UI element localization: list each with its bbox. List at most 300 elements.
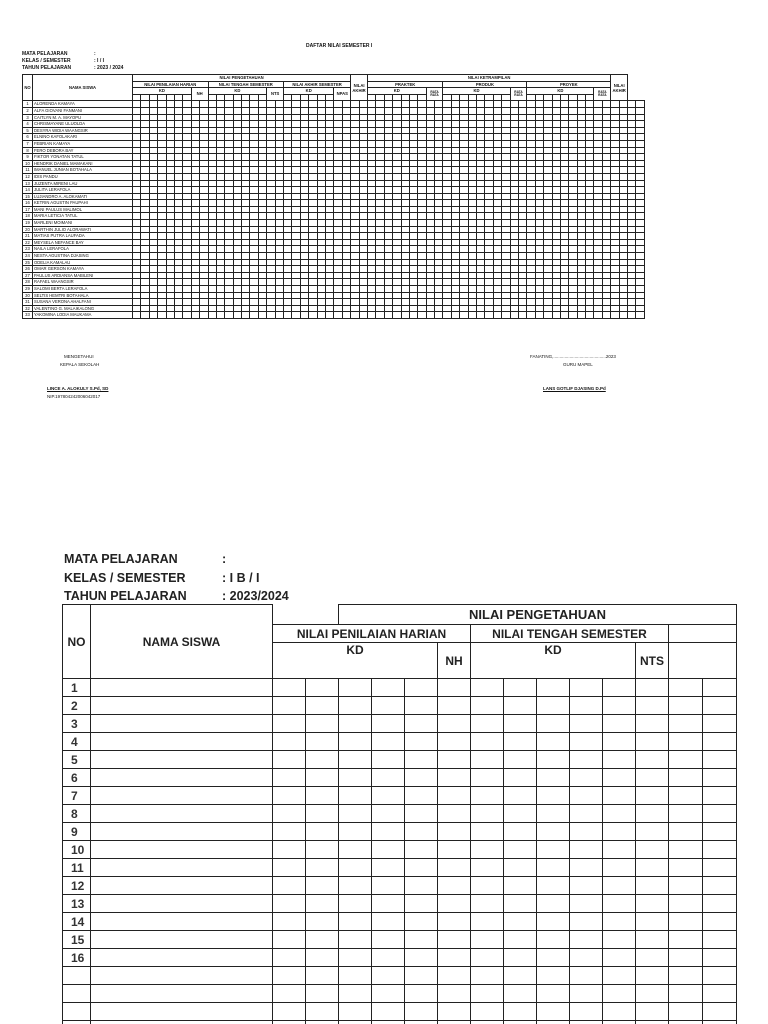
grade-cell[interactable] [200, 167, 208, 174]
grade-cell[interactable] [273, 1003, 306, 1021]
grade-cell[interactable] [435, 246, 443, 253]
grade-cell[interactable] [493, 107, 501, 114]
grade-cell[interactable] [602, 160, 610, 167]
grade-cell[interactable] [359, 147, 367, 154]
student-name[interactable] [91, 949, 273, 967]
grade-cell[interactable] [471, 949, 504, 967]
grade-cell[interactable] [351, 213, 359, 220]
grade-cell[interactable] [208, 147, 216, 154]
grade-cell[interactable] [468, 114, 476, 121]
grade-cell[interactable] [149, 121, 157, 128]
grade-cell[interactable] [504, 877, 537, 895]
grade-cell[interactable] [275, 193, 283, 200]
grade-cell[interactable] [544, 121, 552, 128]
grade-cell[interactable] [183, 253, 191, 260]
grade-cell[interactable] [342, 160, 350, 167]
grade-cell[interactable] [242, 193, 250, 200]
grade-cell[interactable] [527, 160, 535, 167]
grade-cell[interactable] [602, 305, 610, 312]
grade-cell[interactable] [628, 114, 636, 121]
grade-cell[interactable] [351, 180, 359, 187]
grade-cell[interactable] [158, 213, 166, 220]
grade-cell[interactable] [300, 246, 308, 253]
grade-cell[interactable] [334, 299, 342, 306]
grade-cell[interactable] [133, 253, 141, 260]
grade-cell[interactable] [166, 226, 174, 233]
grade-cell[interactable] [552, 173, 560, 180]
grade-cell[interactable] [401, 127, 409, 134]
grade-cell[interactable] [409, 213, 417, 220]
grade-cell[interactable] [418, 140, 426, 147]
grade-cell[interactable] [351, 206, 359, 213]
grade-cell[interactable] [451, 292, 459, 299]
grade-cell[interactable] [284, 121, 292, 128]
grade-cell[interactable] [309, 160, 317, 167]
grade-cell[interactable] [619, 220, 627, 227]
grade-cell[interactable] [191, 193, 199, 200]
grade-cell[interactable] [367, 121, 375, 128]
grade-cell[interactable] [409, 107, 417, 114]
grade-cell[interactable] [535, 187, 543, 194]
grade-cell[interactable] [502, 127, 510, 134]
grade-cell[interactable] [225, 114, 233, 121]
grade-cell[interactable] [275, 154, 283, 161]
grade-cell[interactable] [284, 279, 292, 286]
grade-cell[interactable] [518, 160, 526, 167]
grade-cell[interactable] [518, 299, 526, 306]
grade-cell[interactable] [435, 187, 443, 194]
grade-cell[interactable] [242, 233, 250, 240]
grade-cell[interactable] [426, 220, 434, 227]
grade-cell[interactable] [393, 312, 401, 319]
grade-cell[interactable] [619, 259, 627, 266]
student-name[interactable] [91, 769, 273, 787]
grade-cell[interactable] [334, 187, 342, 194]
grade-cell[interactable] [250, 259, 258, 266]
grade-cell[interactable] [485, 253, 493, 260]
grade-cell[interactable] [208, 114, 216, 121]
grade-cell[interactable] [393, 121, 401, 128]
grade-cell[interactable] [426, 107, 434, 114]
grade-cell[interactable] [284, 226, 292, 233]
grade-cell[interactable] [242, 206, 250, 213]
grade-cell[interactable] [275, 180, 283, 187]
grade-cell[interactable] [577, 193, 585, 200]
grade-cell[interactable] [317, 134, 325, 141]
grade-cell[interactable] [292, 305, 300, 312]
grade-cell[interactable] [325, 140, 333, 147]
grade-cell[interactable] [544, 101, 552, 108]
grade-cell[interactable] [560, 233, 568, 240]
grade-cell[interactable] [435, 305, 443, 312]
grade-cell[interactable] [438, 931, 471, 949]
grade-cell[interactable] [258, 173, 266, 180]
grade-cell[interactable] [225, 246, 233, 253]
grade-cell[interactable] [191, 226, 199, 233]
grade-cell[interactable] [468, 279, 476, 286]
grade-cell[interactable] [471, 805, 504, 823]
grade-cell[interactable] [225, 266, 233, 273]
grade-cell[interactable] [611, 187, 619, 194]
grade-cell[interactable] [669, 769, 703, 787]
grade-cell[interactable] [216, 305, 224, 312]
grade-cell[interactable] [435, 127, 443, 134]
grade-cell[interactable] [141, 114, 149, 121]
grade-cell[interactable] [359, 206, 367, 213]
grade-cell[interactable] [174, 226, 182, 233]
grade-cell[interactable] [384, 213, 392, 220]
grade-cell[interactable] [267, 140, 275, 147]
grade-cell[interactable] [426, 305, 434, 312]
grade-cell[interactable] [367, 107, 375, 114]
grade-cell[interactable] [438, 949, 471, 967]
grade-cell[interactable] [594, 279, 602, 286]
grade-cell[interactable] [258, 160, 266, 167]
grade-cell[interactable] [460, 134, 468, 141]
grade-cell[interactable] [384, 173, 392, 180]
grade-cell[interactable] [527, 187, 535, 194]
grade-cell[interactable] [510, 173, 518, 180]
grade-cell[interactable] [339, 841, 372, 859]
grade-cell[interactable] [477, 187, 485, 194]
grade-cell[interactable] [460, 259, 468, 266]
grade-cell[interactable] [359, 173, 367, 180]
grade-cell[interactable] [570, 823, 603, 841]
grade-cell[interactable] [703, 787, 737, 805]
grade-cell[interactable] [544, 147, 552, 154]
grade-cell[interactable] [325, 107, 333, 114]
grade-cell[interactable] [552, 154, 560, 161]
grade-cell[interactable] [384, 239, 392, 246]
grade-cell[interactable] [405, 841, 438, 859]
grade-cell[interactable] [577, 272, 585, 279]
grade-cell[interactable] [527, 134, 535, 141]
grade-cell[interactable] [376, 253, 384, 260]
grade-cell[interactable] [166, 101, 174, 108]
grade-cell[interactable] [669, 805, 703, 823]
grade-cell[interactable] [275, 147, 283, 154]
grade-cell[interactable] [200, 292, 208, 299]
grade-cell[interactable] [174, 233, 182, 240]
grade-cell[interactable] [133, 114, 141, 121]
grade-cell[interactable] [376, 187, 384, 194]
grade-cell[interactable] [200, 206, 208, 213]
grade-cell[interactable] [471, 1021, 504, 1024]
grade-cell[interactable] [527, 127, 535, 134]
grade-cell[interactable] [183, 233, 191, 240]
grade-cell[interactable] [594, 266, 602, 273]
grade-cell[interactable] [166, 173, 174, 180]
grade-cell[interactable] [401, 154, 409, 161]
grade-cell[interactable] [250, 305, 258, 312]
grade-cell[interactable] [225, 173, 233, 180]
grade-cell[interactable] [225, 160, 233, 167]
grade-cell[interactable] [208, 193, 216, 200]
grade-cell[interactable] [443, 167, 451, 174]
grade-cell[interactable] [216, 259, 224, 266]
grade-cell[interactable] [233, 121, 241, 128]
grade-cell[interactable] [183, 213, 191, 220]
grade-cell[interactable] [611, 107, 619, 114]
grade-cell[interactable] [292, 292, 300, 299]
grade-cell[interactable] [149, 200, 157, 207]
grade-cell[interactable] [267, 167, 275, 174]
grade-cell[interactable] [560, 147, 568, 154]
grade-cell[interactable] [537, 931, 570, 949]
grade-cell[interactable] [372, 913, 405, 931]
grade-cell[interactable] [216, 160, 224, 167]
grade-cell[interactable] [149, 167, 157, 174]
grade-cell[interactable] [367, 272, 375, 279]
grade-cell[interactable] [485, 206, 493, 213]
grade-cell[interactable] [438, 715, 471, 733]
grade-cell[interactable] [342, 279, 350, 286]
grade-cell[interactable] [325, 114, 333, 121]
grade-cell[interactable] [577, 279, 585, 286]
grade-cell[interactable] [451, 107, 459, 114]
grade-cell[interactable] [306, 715, 339, 733]
grade-cell[interactable] [376, 154, 384, 161]
grade-cell[interactable] [216, 266, 224, 273]
grade-cell[interactable] [560, 134, 568, 141]
grade-cell[interactable] [183, 127, 191, 134]
grade-cell[interactable] [351, 286, 359, 293]
grade-cell[interactable] [233, 292, 241, 299]
grade-cell[interactable] [273, 895, 306, 913]
grade-cell[interactable] [393, 213, 401, 220]
grade-cell[interactable] [460, 266, 468, 273]
grade-cell[interactable] [468, 180, 476, 187]
grade-cell[interactable] [451, 167, 459, 174]
grade-cell[interactable] [250, 154, 258, 161]
grade-cell[interactable] [535, 246, 543, 253]
grade-cell[interactable] [493, 180, 501, 187]
grade-cell[interactable] [309, 140, 317, 147]
grade-cell[interactable] [570, 859, 603, 877]
grade-cell[interactable] [527, 226, 535, 233]
grade-cell[interactable] [703, 697, 737, 715]
grade-cell[interactable] [518, 101, 526, 108]
grade-cell[interactable] [334, 134, 342, 141]
grade-cell[interactable] [527, 272, 535, 279]
grade-cell[interactable] [535, 180, 543, 187]
grade-cell[interactable] [367, 200, 375, 207]
grade-cell[interactable] [535, 279, 543, 286]
grade-cell[interactable] [149, 101, 157, 108]
grade-cell[interactable] [628, 134, 636, 141]
grade-cell[interactable] [426, 292, 434, 299]
grade-cell[interactable] [141, 279, 149, 286]
grade-cell[interactable] [619, 154, 627, 161]
grade-cell[interactable] [250, 253, 258, 260]
grade-cell[interactable] [636, 877, 669, 895]
grade-cell[interactable] [166, 206, 174, 213]
grade-cell[interactable] [292, 114, 300, 121]
grade-cell[interactable] [292, 253, 300, 260]
grade-cell[interactable] [537, 733, 570, 751]
grade-cell[interactable] [275, 305, 283, 312]
grade-cell[interactable] [438, 805, 471, 823]
grade-cell[interactable] [267, 127, 275, 134]
grade-cell[interactable] [443, 127, 451, 134]
grade-cell[interactable] [300, 114, 308, 121]
student-name[interactable] [91, 733, 273, 751]
grade-cell[interactable] [552, 305, 560, 312]
grade-cell[interactable] [518, 272, 526, 279]
grade-cell[interactable] [502, 259, 510, 266]
grade-cell[interactable] [284, 167, 292, 174]
grade-cell[interactable] [200, 101, 208, 108]
grade-cell[interactable] [594, 259, 602, 266]
grade-cell[interactable] [292, 134, 300, 141]
grade-cell[interactable] [435, 167, 443, 174]
grade-cell[interactable] [602, 193, 610, 200]
grade-cell[interactable] [451, 272, 459, 279]
grade-cell[interactable] [577, 299, 585, 306]
grade-cell[interactable] [504, 769, 537, 787]
grade-cell[interactable] [405, 787, 438, 805]
grade-cell[interactable] [619, 272, 627, 279]
grade-cell[interactable] [460, 107, 468, 114]
grade-cell[interactable] [273, 985, 306, 1003]
grade-cell[interactable] [141, 160, 149, 167]
grade-cell[interactable] [570, 931, 603, 949]
grade-cell[interactable] [351, 101, 359, 108]
grade-cell[interactable] [401, 239, 409, 246]
grade-cell[interactable] [628, 266, 636, 273]
grade-cell[interactable] [149, 187, 157, 194]
grade-cell[interactable] [611, 299, 619, 306]
grade-cell[interactable] [401, 187, 409, 194]
grade-cell[interactable] [703, 949, 737, 967]
grade-cell[interactable] [384, 180, 392, 187]
grade-cell[interactable] [586, 114, 594, 121]
grade-cell[interactable] [477, 200, 485, 207]
grade-cell[interactable] [309, 266, 317, 273]
grade-cell[interactable] [468, 220, 476, 227]
grade-cell[interactable] [208, 253, 216, 260]
grade-cell[interactable] [504, 985, 537, 1003]
grade-cell[interactable] [384, 193, 392, 200]
grade-cell[interactable] [309, 101, 317, 108]
grade-cell[interactable] [636, 226, 644, 233]
grade-cell[interactable] [569, 173, 577, 180]
grade-cell[interactable] [334, 220, 342, 227]
grade-cell[interactable] [208, 127, 216, 134]
grade-cell[interactable] [619, 121, 627, 128]
grade-cell[interactable] [409, 292, 417, 299]
grade-cell[interactable] [208, 101, 216, 108]
grade-cell[interactable] [636, 967, 669, 985]
grade-cell[interactable] [351, 140, 359, 147]
grade-cell[interactable] [376, 266, 384, 273]
grade-cell[interactable] [267, 173, 275, 180]
grade-cell[interactable] [334, 286, 342, 293]
grade-cell[interactable] [359, 193, 367, 200]
grade-cell[interactable] [435, 121, 443, 128]
grade-cell[interactable] [342, 246, 350, 253]
grade-cell[interactable] [586, 154, 594, 161]
grade-cell[interactable] [342, 253, 350, 260]
grade-cell[interactable] [586, 107, 594, 114]
grade-cell[interactable] [594, 101, 602, 108]
grade-cell[interactable] [367, 279, 375, 286]
grade-cell[interactable] [477, 253, 485, 260]
grade-cell[interactable] [594, 299, 602, 306]
grade-cell[interactable] [493, 292, 501, 299]
grade-cell[interactable] [393, 259, 401, 266]
grade-cell[interactable] [183, 226, 191, 233]
grade-cell[interactable] [225, 200, 233, 207]
grade-cell[interactable] [183, 114, 191, 121]
grade-cell[interactable] [537, 877, 570, 895]
grade-cell[interactable] [292, 259, 300, 266]
grade-cell[interactable] [611, 134, 619, 141]
grade-cell[interactable] [233, 140, 241, 147]
grade-cell[interactable] [619, 200, 627, 207]
grade-cell[interactable] [183, 246, 191, 253]
grade-cell[interactable] [619, 107, 627, 114]
grade-cell[interactable] [334, 259, 342, 266]
grade-cell[interactable] [460, 233, 468, 240]
grade-cell[interactable] [384, 121, 392, 128]
grade-cell[interactable] [409, 187, 417, 194]
grade-cell[interactable] [611, 121, 619, 128]
grade-cell[interactable] [485, 193, 493, 200]
grade-cell[interactable] [438, 913, 471, 931]
grade-cell[interactable] [485, 134, 493, 141]
grade-cell[interactable] [208, 206, 216, 213]
grade-cell[interactable] [569, 127, 577, 134]
grade-cell[interactable] [242, 253, 250, 260]
grade-cell[interactable] [502, 312, 510, 319]
grade-cell[interactable] [552, 107, 560, 114]
grade-cell[interactable] [552, 121, 560, 128]
grade-cell[interactable] [438, 1021, 471, 1024]
grade-cell[interactable] [669, 1003, 703, 1021]
grade-cell[interactable] [158, 107, 166, 114]
grade-cell[interactable] [544, 253, 552, 260]
grade-cell[interactable] [372, 751, 405, 769]
grade-cell[interactable] [409, 147, 417, 154]
grade-cell[interactable] [393, 173, 401, 180]
grade-cell[interactable] [611, 193, 619, 200]
grade-cell[interactable] [300, 253, 308, 260]
grade-cell[interactable] [518, 239, 526, 246]
grade-cell[interactable] [518, 107, 526, 114]
grade-cell[interactable] [359, 253, 367, 260]
grade-cell[interactable] [133, 154, 141, 161]
grade-cell[interactable] [275, 140, 283, 147]
grade-cell[interactable] [149, 266, 157, 273]
grade-cell[interactable] [267, 233, 275, 240]
grade-cell[interactable] [242, 279, 250, 286]
grade-cell[interactable] [602, 253, 610, 260]
grade-cell[interactable] [216, 279, 224, 286]
grade-cell[interactable] [258, 154, 266, 161]
grade-cell[interactable] [603, 787, 636, 805]
grade-cell[interactable] [300, 213, 308, 220]
grade-cell[interactable] [208, 180, 216, 187]
grade-cell[interactable] [166, 160, 174, 167]
grade-cell[interactable] [602, 279, 610, 286]
grade-cell[interactable] [527, 173, 535, 180]
grade-cell[interactable] [570, 751, 603, 769]
grade-cell[interactable] [401, 312, 409, 319]
grade-cell[interactable] [669, 967, 703, 985]
grade-cell[interactable] [183, 312, 191, 319]
grade-cell[interactable] [309, 220, 317, 227]
